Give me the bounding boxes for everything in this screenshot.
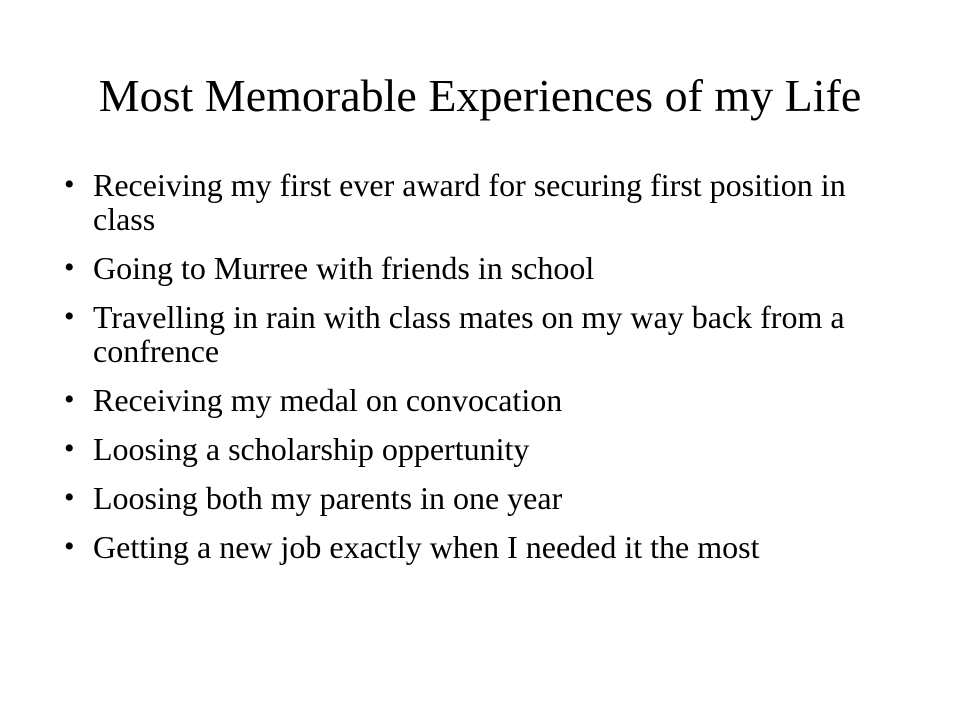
list-item-text: Going to Murree with friends in school [93, 250, 595, 286]
bullet-dot-icon: • [64, 168, 75, 201]
list-item [64, 168, 864, 236]
bullet-dot-icon: • [64, 530, 75, 563]
bullet-dot-icon: • [64, 300, 75, 333]
list-item [64, 432, 864, 466]
bullet-list [64, 168, 864, 579]
bullet-dot-icon: • [64, 251, 75, 284]
list-item-text: Loosing a scholarship oppertunity [93, 431, 530, 467]
list-item-text: Receiving my first ever award for securing first position in class [93, 167, 846, 237]
slide-title: Most Memorable Experiences of my Life [98, 70, 862, 121]
list-item-text: Getting a new job exactly when I needed it the most [93, 529, 760, 565]
list-item [64, 383, 864, 417]
bullet-dot-icon: • [64, 383, 75, 416]
bullet-dot-icon: • [64, 481, 75, 514]
list-item-text: Loosing both my parents in one year [93, 480, 563, 516]
list-item [64, 251, 864, 285]
list-item [64, 530, 864, 564]
list-item [64, 481, 864, 515]
list-item [64, 300, 864, 368]
bullet-dot-icon: • [64, 432, 75, 465]
list-item-text: Travelling in rain with class mates on my way back from a confrence [93, 299, 845, 369]
list-item-text: Receiving my medal on convocation [93, 382, 563, 418]
